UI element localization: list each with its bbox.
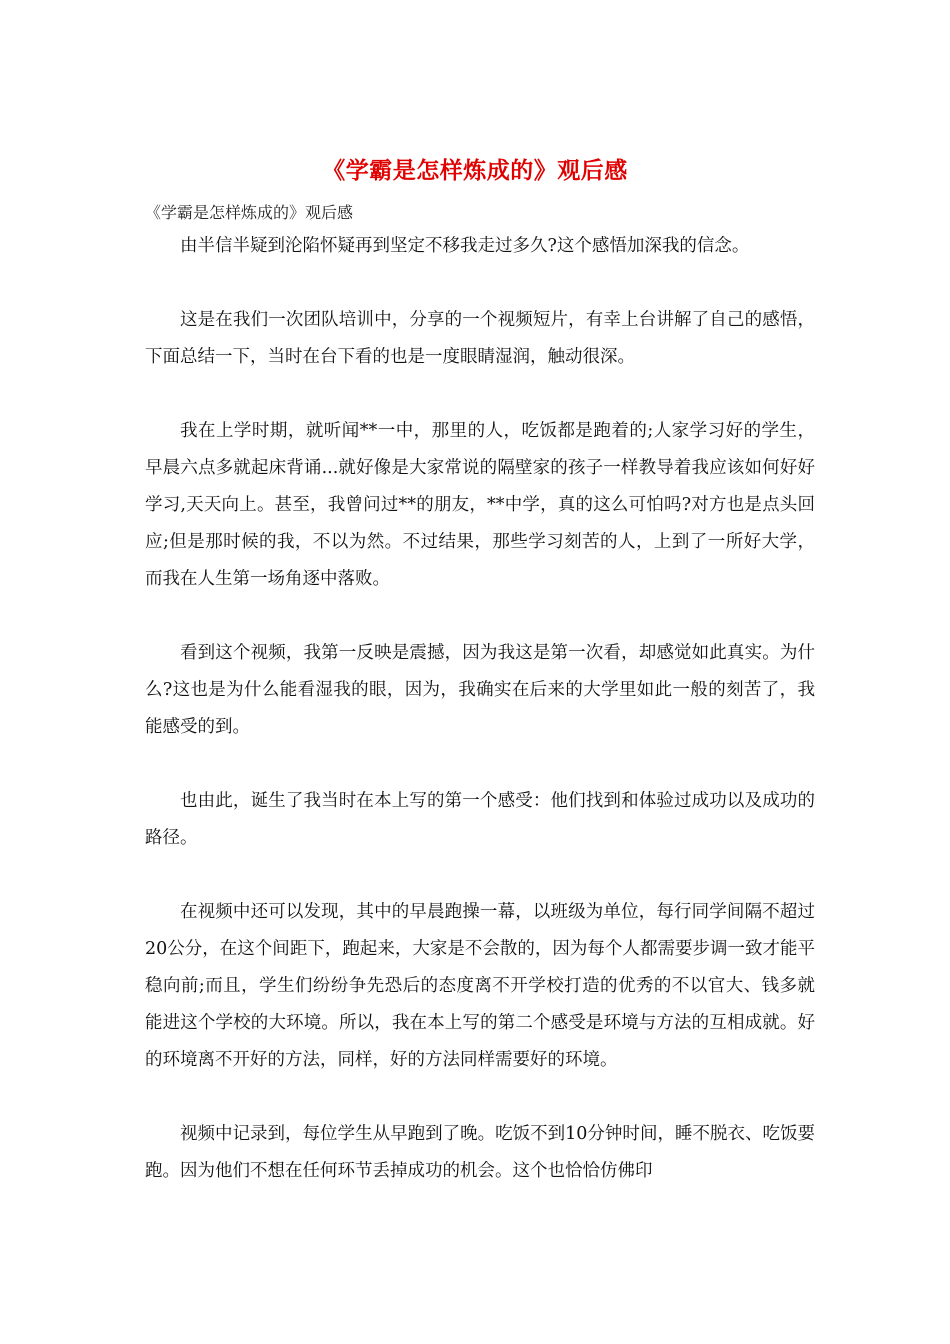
document-title: 《学霸是怎样炼成的》观后感 [322, 157, 628, 184]
paragraph: 视频中记录到，每位学生从早跑到了晚。吃饭不到10分钟时间，睡不脱衣、吃饭要跑。因为他们不想在任何环节丢掉成功的机会。这个也恰恰仿佛印 [145, 1124, 815, 1181]
paragraph: 在视频中还可以发现，其中的早晨跑操一幕，以班级为单位，每行同学间隔不超过20公分，在这个间距下，跑起来，大家是不会散的，因为每个人都需要步调一致才能平稳向前;而且，学生们纷纷争先恐后的态度离不开学校打造的优秀的不以官大、钱多就能进这个学校的大环境。所以，我在本上写的第二个感受是环境与方法的互相成就。好的环境离不开好的方法，同样，好的方法同样需要好的环境。 [145, 902, 815, 1070]
document-subtitle: 《学霸是怎样炼成的》观后感 [145, 203, 354, 222]
paragraph: 也由此，诞生了我当时在本上写的第一个感受：他们找到和体验过成功以及成功的路径。 [145, 791, 815, 848]
paragraph: 这是在我们一次团队培训中，分享的一个视频短片，有幸上台讲解了自己的感悟，下面总结一下，当时在台下看的也是一度眼睛湿润，触动很深。 [145, 310, 815, 367]
paragraph: 看到这个视频，我第一反映是震撼，因为我这是第一次看，却感觉如此真实。为什么?这也是为什么能看湿我的眼，因为，我确实在后来的大学里如此一般的刻苦了，我能感受的到。 [145, 643, 815, 737]
document-body [145, 228, 815, 1227]
paragraph: 由半信半疑到沦陷怀疑再到坚定不移我走过多久?这个感悟加深我的信念。 [180, 236, 750, 256]
paragraph: 我在上学时期，就听闻**一中，那里的人，吃饭都是跑着的;人家学习好的学生，早晨六点多就起床背诵...就好像是大家常说的隔壁家的孩子一样教导着我应该如何好好学习,天天向上。甚至，我曾问过**的朋友，**中学，真的这么可怕吗?对方也是点头回应;但是那时候的我，不以为然。不过结果，那些学习刻苦的人，上到了一所好大学，而我在人生第一场角逐中落败。 [145, 421, 815, 589]
